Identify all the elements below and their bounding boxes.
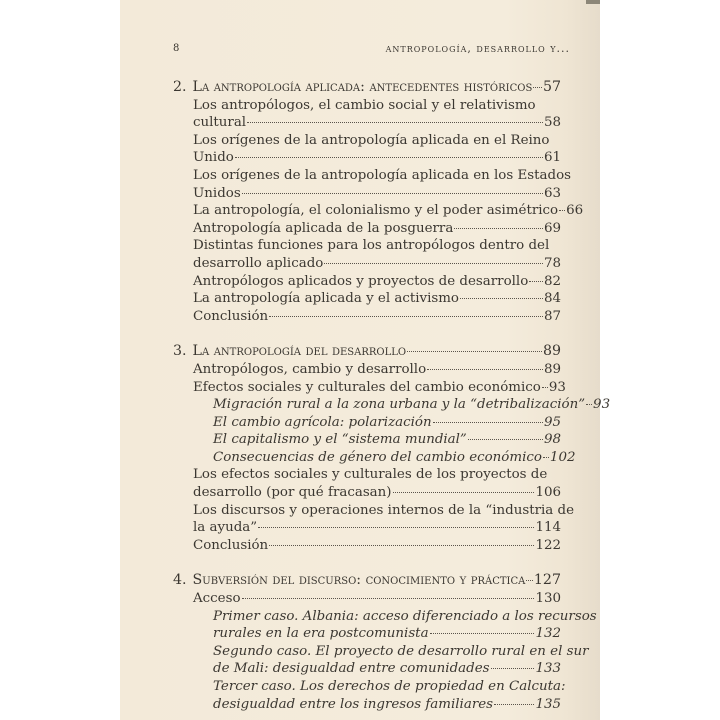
page-header <box>173 40 570 60</box>
page-reference: 89 <box>543 361 561 377</box>
chapter-number: 2. <box>173 79 187 95</box>
toc-row <box>213 449 576 467</box>
toc-row <box>193 590 561 608</box>
dot-leader <box>247 122 543 123</box>
toc-chapter-heading[interactable] <box>173 343 561 361</box>
chapter-title <box>173 572 525 590</box>
entry-title-line: Unido <box>193 150 234 166</box>
page-reference: 84 <box>543 291 561 307</box>
entry-title-line: Antropología aplicada de la posguerra <box>193 220 454 236</box>
page-reference: 69 <box>543 220 561 236</box>
toc-row <box>193 379 566 397</box>
dot-leader <box>427 369 543 370</box>
toc-chapter-section <box>173 343 611 554</box>
entry-title-line: Los antropólogos, el cambio social y el relativismo <box>193 97 536 113</box>
page-reference: 93 <box>593 397 611 413</box>
entry-title-line: Los orígenes de la antropología aplicada en el Reino <box>193 132 550 148</box>
dot-leader <box>533 87 542 88</box>
toc-row <box>193 361 561 379</box>
running-head: antropología, desarrollo y... <box>385 42 570 55</box>
entry-title-line: Consecuencias de género del cambio económico <box>213 449 542 465</box>
toc-section-entry[interactable] <box>173 132 561 167</box>
toc-row <box>193 537 561 555</box>
page-number: 8 <box>173 43 180 54</box>
entry-title-line: Unidos <box>193 185 241 201</box>
page-reference: 87 <box>543 308 561 324</box>
toc-row <box>193 255 561 273</box>
entry-title-line: Tercer caso. Los derechos de propiedad en Calcuta: <box>213 679 566 694</box>
page-reference: 93 <box>548 379 566 395</box>
toc-section-entry[interactable] <box>173 290 561 308</box>
page-reference: 95 <box>543 414 561 430</box>
toc-section-entry[interactable] <box>173 202 584 220</box>
entry-title-line: Distintas funciones para los antropólogos dentro del <box>193 238 550 254</box>
dot-leader <box>269 545 534 546</box>
toc-row <box>173 79 561 97</box>
toc-subsection-entry[interactable] <box>173 449 576 467</box>
page-reference: 102 <box>549 449 576 465</box>
page-reference: 82 <box>543 273 561 289</box>
toc-row <box>193 290 561 308</box>
entry-title-line: de Mali: desigualdad entre comunidades <box>213 661 490 677</box>
entry-title-line: Segundo caso. El proyecto de desarrollo rural en el sur <box>213 643 589 659</box>
page-reference: 127 <box>533 572 561 589</box>
toc-row <box>193 519 561 537</box>
entry-title-line: la ayuda” <box>193 520 258 536</box>
dot-leader <box>559 210 565 211</box>
page-reference: 114 <box>535 520 561 536</box>
dot-leader <box>468 439 543 440</box>
entry-title-line: Acceso <box>193 591 241 607</box>
section-spacer <box>173 554 561 572</box>
book-page <box>120 0 611 720</box>
toc-row <box>193 149 561 167</box>
dot-leader <box>460 298 543 299</box>
toc-row <box>173 343 561 361</box>
toc-subsection-entry[interactable] <box>173 414 561 432</box>
entry-title-line: Migración rural a la zona urbana y la “detribalización” <box>213 397 586 413</box>
dot-leader <box>491 668 535 669</box>
entry-title-line: Los efectos sociales y culturales de los proyectos de <box>193 467 548 483</box>
entry-title-line: Efectos sociales y culturales del cambio económico <box>193 379 541 395</box>
page-reference: 106 <box>535 485 561 501</box>
table-of-contents <box>173 79 611 713</box>
gutter-shadow <box>586 0 600 4</box>
toc-row <box>213 396 611 414</box>
toc-section-entry[interactable] <box>173 308 561 326</box>
toc-chapter-section <box>173 79 584 325</box>
toc-subsection-entry[interactable] <box>173 608 597 643</box>
toc-section-entry[interactable] <box>173 220 561 238</box>
page-reference: 61 <box>543 150 561 166</box>
entry-title-line: El cambio agrícola: polarización <box>213 414 432 430</box>
page-reference: 66 <box>566 203 584 219</box>
entry-title-line: Primer caso. Albania: acceso diferenciado a los recursos <box>213 608 597 624</box>
toc-chapter-heading[interactable] <box>173 79 561 97</box>
dot-leader <box>526 580 533 581</box>
dot-leader <box>433 422 543 423</box>
page-reference: 133 <box>535 661 561 677</box>
entry-title-line: desigualdad entre los ingresos familiares <box>213 696 494 712</box>
toc-section-entry[interactable] <box>173 361 561 379</box>
entry-title-line: Antropólogos aplicados y proyectos de desarrollo <box>193 273 529 289</box>
toc-row <box>193 185 561 203</box>
page-reference: 122 <box>535 537 561 553</box>
toc-subsection-entry[interactable] <box>173 396 611 414</box>
chapter-title-text: La antropología aplicada: antecedentes históricos <box>192 79 533 95</box>
toc-row <box>213 625 561 643</box>
toc-chapter-heading[interactable] <box>173 572 561 590</box>
toc-row <box>193 202 584 220</box>
entry-title-line: rurales en la era postcomunista <box>213 626 429 642</box>
dot-leader <box>586 404 592 405</box>
chapter-title-text: La antropología del desarrollo <box>192 343 407 360</box>
toc-section-entry[interactable] <box>173 237 561 272</box>
chapter-title <box>173 79 532 97</box>
toc-section-entry[interactable] <box>173 590 561 608</box>
toc-row <box>213 431 561 449</box>
dot-leader <box>543 457 549 458</box>
toc-subsection-entry[interactable] <box>173 643 589 678</box>
dot-leader <box>430 633 535 634</box>
dot-leader <box>258 527 534 528</box>
toc-section-entry[interactable] <box>173 466 561 501</box>
page-reference: 98 <box>543 432 561 448</box>
toc-row <box>193 220 561 238</box>
section-spacer <box>173 325 561 343</box>
toc-section-entry[interactable] <box>173 502 575 537</box>
chapter-number: 4. <box>173 572 187 589</box>
dot-leader <box>494 704 534 705</box>
chapter-title-text: Subversión del discurso: conocimiento y práctica <box>192 572 526 589</box>
dot-leader <box>269 316 543 317</box>
toc-section-entry[interactable] <box>173 167 572 202</box>
entry-title-line: La antropología, el colonialismo y el poder asimétrico <box>193 203 559 219</box>
entry-title-line: cultural <box>193 115 247 131</box>
entry-title-line: El capitalismo y el “sistema mundial” <box>213 432 467 448</box>
entry-title-line: La antropología aplicada y el activismo <box>193 291 459 307</box>
page-reference: 89 <box>542 343 561 360</box>
chapter-title <box>173 343 406 361</box>
chapter-number: 3. <box>173 343 187 360</box>
toc-section-entry[interactable] <box>173 273 561 291</box>
toc-row <box>173 572 561 590</box>
entry-title-line: Los orígenes de la antropología aplicada en los Estados <box>193 167 572 183</box>
page-reference: 135 <box>535 696 561 712</box>
toc-row <box>193 484 561 502</box>
page-reference: 63 <box>543 185 561 201</box>
page-reference: 78 <box>543 255 561 271</box>
entry-title-line: Conclusión <box>193 308 269 324</box>
toc-subsection-entry[interactable] <box>173 431 561 449</box>
toc-row <box>213 696 561 714</box>
toc-row <box>213 660 561 678</box>
toc-row <box>213 414 561 432</box>
page-reference: 130 <box>535 591 561 607</box>
dot-leader <box>242 598 535 599</box>
entry-title-line: Conclusión <box>193 537 269 553</box>
dot-leader <box>542 387 548 388</box>
toc-section-entry[interactable] <box>173 379 566 397</box>
entry-title-line: Antropólogos, cambio y desarrollo <box>193 361 427 377</box>
dot-leader <box>393 492 535 493</box>
entry-title-line: Los discursos y operaciones internos de la “industria de <box>193 502 575 518</box>
dot-leader <box>242 193 543 194</box>
toc-section-entry[interactable] <box>173 537 561 555</box>
entry-title-line: desarrollo aplicado <box>193 255 324 271</box>
page-reference: 132 <box>535 626 561 642</box>
page-reference: 57 <box>542 79 561 95</box>
dot-leader <box>454 228 543 229</box>
dot-leader <box>407 351 542 352</box>
entry-title-line: desarrollo (por qué fracasan) <box>193 485 392 501</box>
toc-chapter-section <box>173 572 597 713</box>
page-reference: 58 <box>543 115 561 131</box>
toc-row <box>193 114 561 132</box>
toc-row <box>193 308 561 326</box>
toc-row <box>193 273 561 291</box>
dot-leader <box>324 263 543 264</box>
dot-leader <box>529 281 543 282</box>
toc-subsection-entry[interactable] <box>173 678 566 713</box>
dot-leader <box>235 157 543 158</box>
toc-section-entry[interactable] <box>173 97 561 132</box>
